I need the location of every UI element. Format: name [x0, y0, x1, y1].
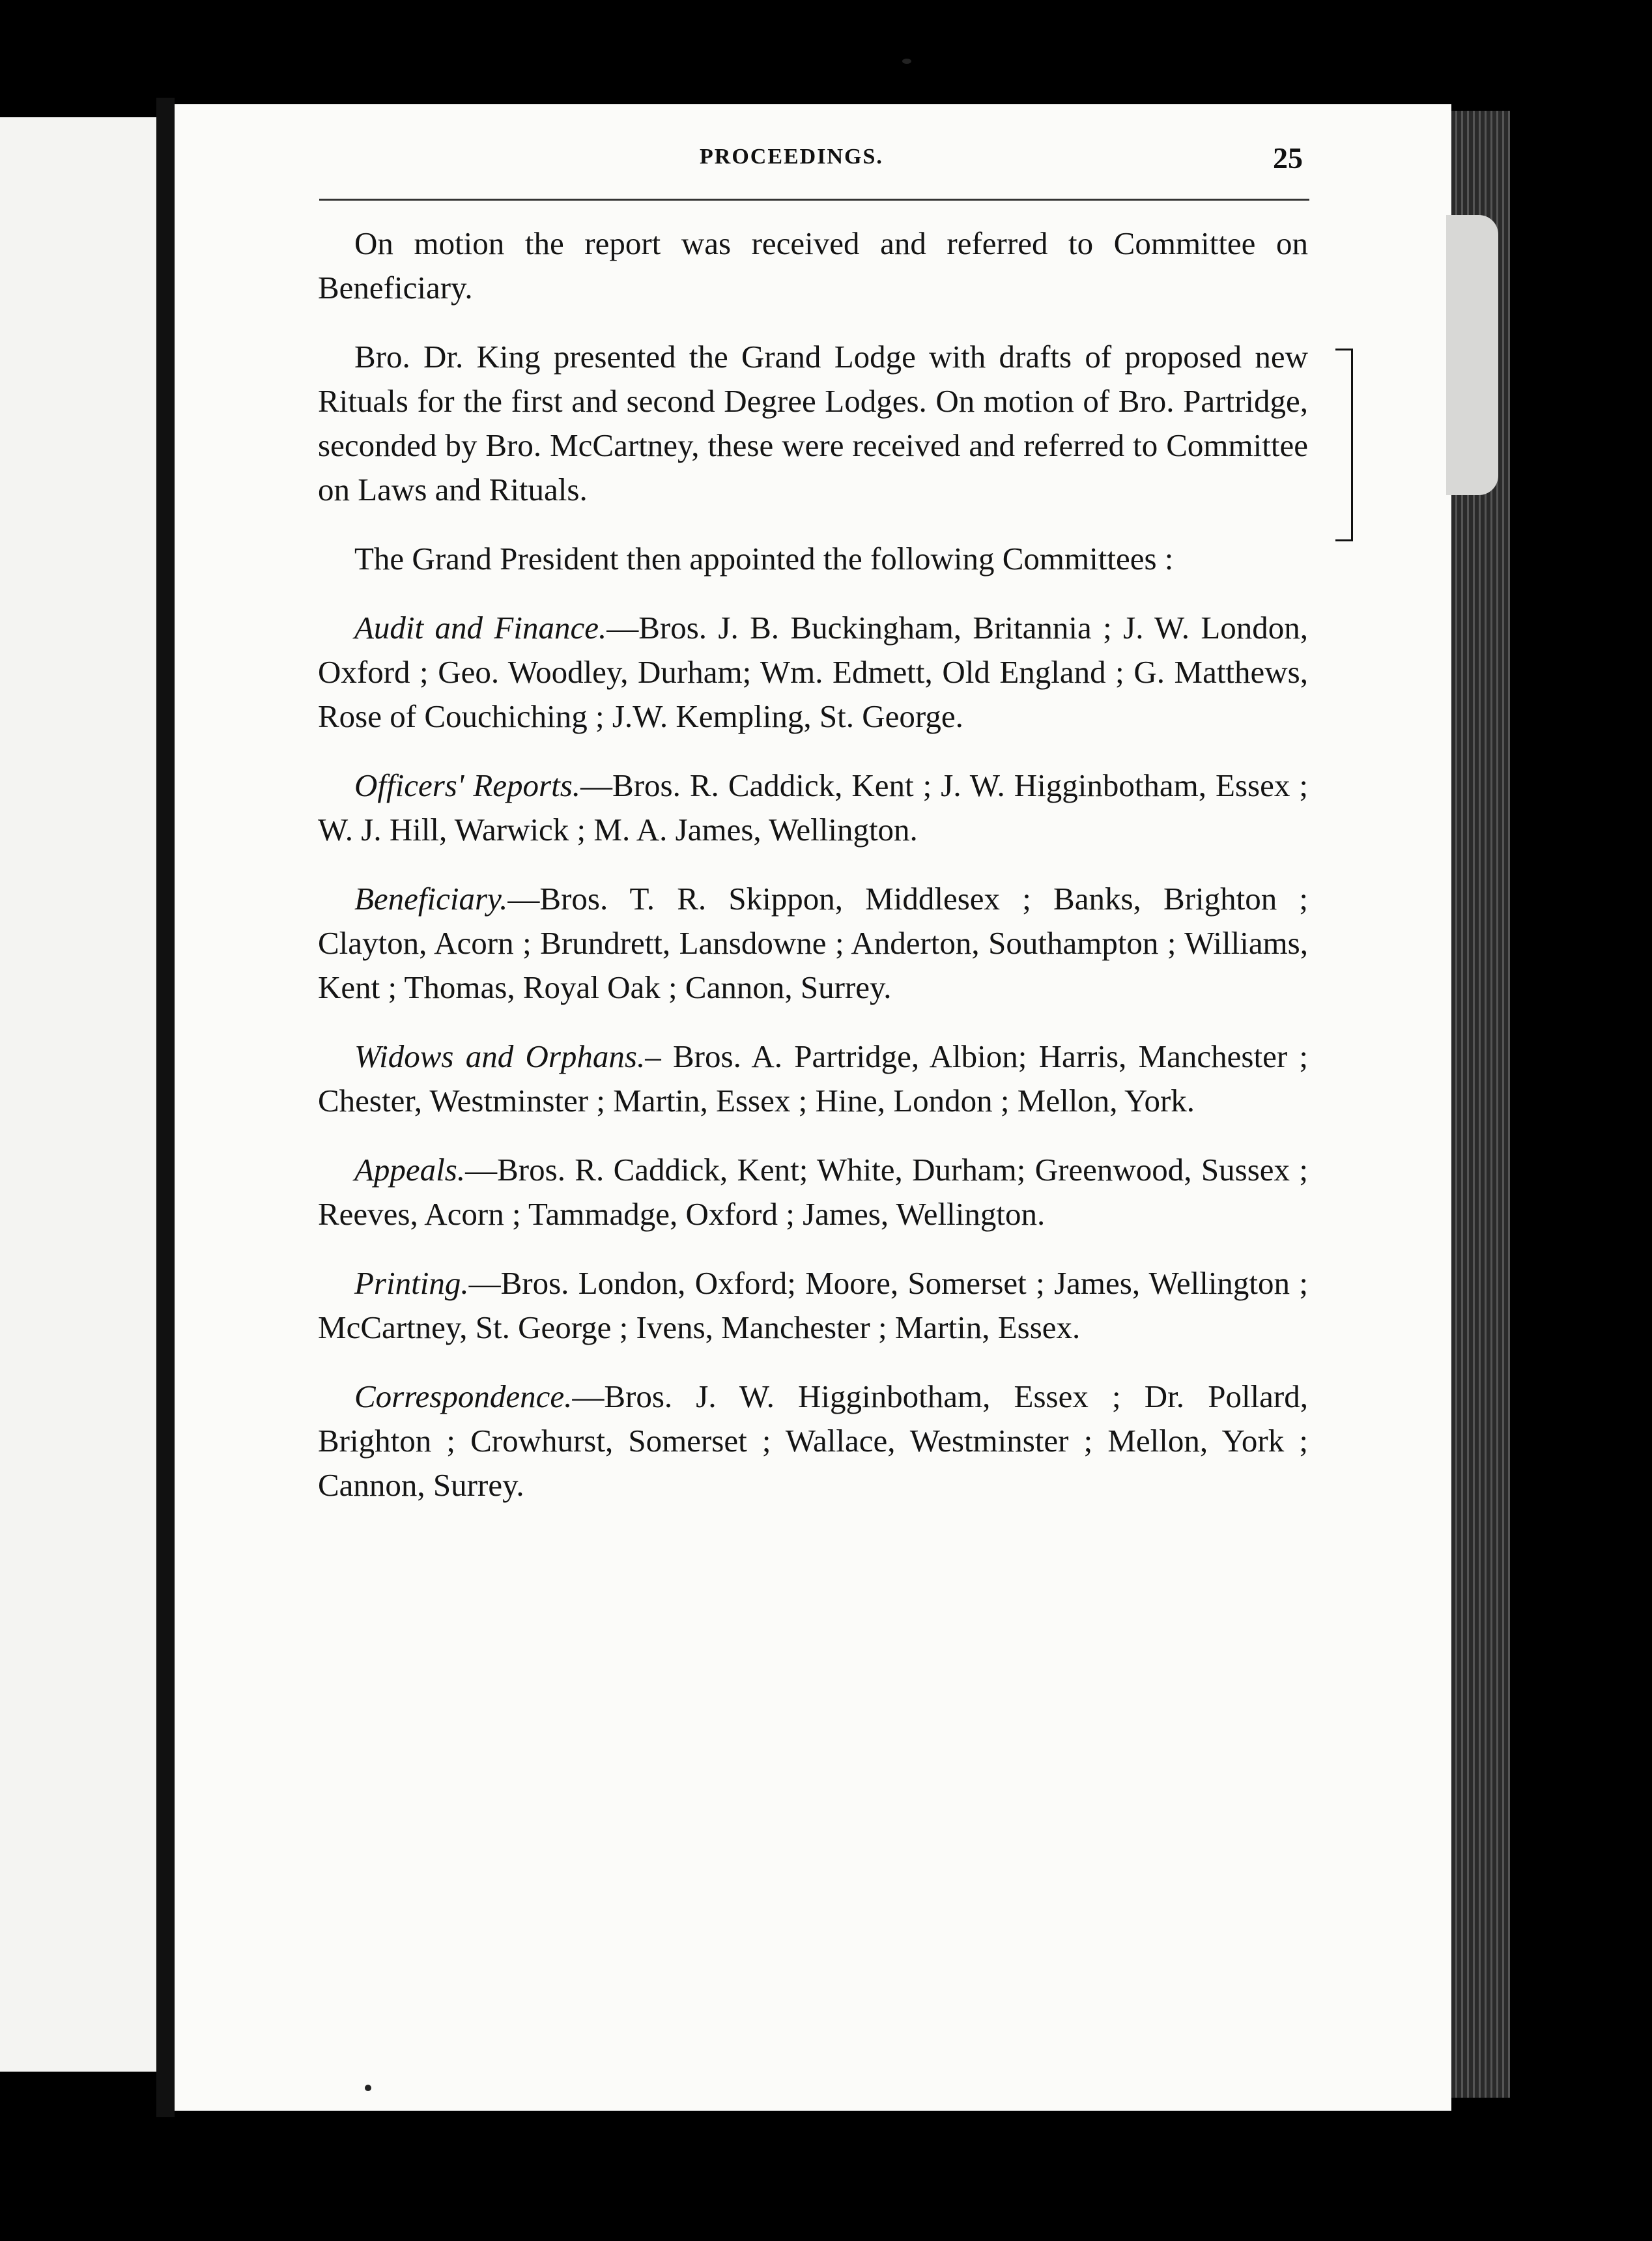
margin-bracket	[1335, 349, 1353, 541]
header-rule	[319, 199, 1309, 201]
committee-paragraph	[318, 877, 1308, 1010]
committee-name: Officers' Reports.	[354, 767, 581, 803]
page-number: 25	[1273, 141, 1303, 175]
paragraph-text: The Grand President then appointed the following Committees :	[354, 541, 1174, 577]
committee-name: Beneficiary.	[354, 881, 508, 917]
committee-name: Correspondence.	[354, 1378, 573, 1414]
ink-speck	[902, 59, 911, 64]
paragraph-text: Bro. Dr. King presented the Grand Lodge with drafts of proposed new Rituals for the first and second Degree Lodges. On motion of Bro. Partridge, seconded by Bro. McCartney, these were received and referred to Committee on Laws and Rituals.	[318, 339, 1308, 507]
committee-members: —Bros. R. Caddick, Kent ; J. W. Higginbotham, Essex ; W. J. Hill, Warwick ; M. A. James, Wellington.	[318, 767, 1308, 848]
committee-members: – Bros. A. Partridge, Albion; Harris, Manchester ; Chester, Westminster ; Martin, Essex ; Hine, London ; Mellon, York.	[318, 1038, 1308, 1119]
committee-members: —Bros. J. B. Buckingham, Britannia ; J. W. London, Oxford ; Geo. Woodley, Durham; Wm. Edmett, Old England ; G. Matthews, Rose of Couchiching ; J.W. Kempling, St. George.	[318, 610, 1308, 734]
committee-name: Appeals.	[354, 1152, 466, 1188]
book-gutter	[156, 98, 175, 2117]
committee-name: Widows and Orphans.	[354, 1038, 646, 1074]
committee-paragraph	[318, 1375, 1308, 1507]
paragraph	[318, 335, 1308, 512]
committee-members: —Bros. R. Caddick, Kent; White, Durham; Greenwood, Sussex ; Reeves, Acorn ; Tammadge, Oxford ; James, Wellington.	[318, 1152, 1308, 1232]
paragraph	[318, 537, 1308, 581]
page-tab	[1446, 215, 1498, 495]
committee-members: —Bros. J. W. Higginbotham, Essex ; Dr. Pollard, Brighton ; Crowhurst, Somerset ; Wallace, Westminster ; Mellon, York ; Cannon, Surrey.	[318, 1378, 1308, 1503]
committee-paragraph	[318, 1261, 1308, 1350]
committee-paragraph	[318, 1035, 1308, 1123]
committee-paragraph	[318, 1148, 1308, 1236]
ink-speck	[365, 2085, 371, 2091]
committee-name: Printing.	[354, 1265, 469, 1301]
committee-name: Audit and Finance.	[354, 610, 607, 646]
committee-members: —Bros. T. R. Skippon, Middlesex ; Banks, Brighton ; Clayton, Acorn ; Brundrett, Lansdowne ; Anderton, Southampton ; Williams, Kent ; Thomas, Royal Oak ; Cannon, Surrey.	[318, 881, 1308, 1005]
page-body	[318, 221, 1308, 1532]
page-header	[319, 141, 1309, 190]
facing-page-edge	[0, 117, 156, 2072]
committee-paragraph	[318, 764, 1308, 852]
running-title: PROCEEDINGS.	[700, 145, 883, 169]
paragraph-text: On motion the report was received and referred to Committee on Beneficiary.	[318, 225, 1308, 306]
committee-paragraph	[318, 606, 1308, 739]
paragraph	[318, 221, 1308, 310]
committee-members: —Bros. London, Oxford; Moore, Somerset ; James, Wellington ; McCartney, St. George ; Ivens, Manchester ; Martin, Essex.	[318, 1265, 1308, 1345]
